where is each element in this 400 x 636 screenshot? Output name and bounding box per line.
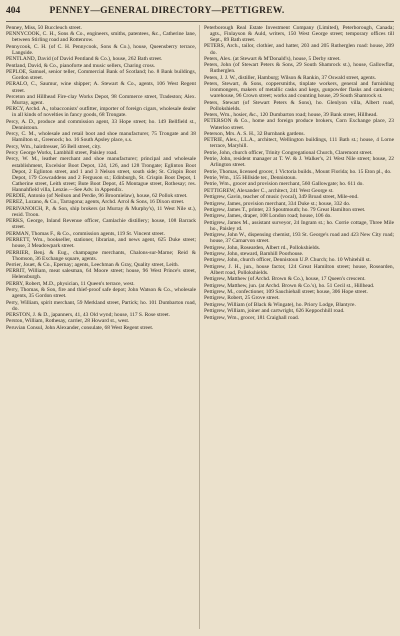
directory-entry: PERIVANOICH, P., & Son, ship brokers (at Murray & Murphy's), 11 West Nile st.), resid. Troon.: [6, 205, 196, 218]
directory-entry: PETRIE, Alex., LL.A., architect, Wellington buildings, 111 Bath st.; house, 4 Lorne terrace, Maryhill.: [204, 137, 394, 150]
directory-entry: PERDIE, Antonio (of Neilson and Perdie, 96 Broomielaw), house, 62 Pollok street.: [6, 193, 188, 200]
directory-entry: Pettigrew, M., confectioner, 109 Sauchiehall street; house, 306 Hope street.: [204, 288, 368, 295]
directory-entry: Perrier, Jouet, & Co., Epernay; agents, Leechman & Gray, Quality street, Leith.: [6, 262, 179, 268]
directory-entry: Peterborough Real Estate Investment Company (Limited), Peterborough, Canada; agts., Finlayson & Auld, writers, 150 West George street; temporary offices till Sept., 89 Bath street.: [204, 25, 394, 44]
right-column: [204, 25, 394, 631]
directory-entry: Percy George Works, Lambhill street, Paisley road.: [6, 150, 118, 157]
directory-entry: Percy, A. D., produce and commission agent, 33 Hope street; ho. 149 Bellfield st., Dennistoun.: [6, 118, 196, 131]
directory-entry: Pettigrew, John W., dispensing chemist, 193 St. George's road and 423 New City road; house, 37 Carnarvon street.: [204, 232, 394, 245]
directory-entry: Pettigrew, Matthew (of Archd. Brown & Co.), house, 17 Queen's crescent.: [204, 276, 366, 283]
left-column: [6, 25, 196, 631]
directory-entry: PETERS, Arch., tailor, clothier, and hatter, 203 and 205 Rutherglen road: house, 209 do.: [204, 43, 394, 56]
directory-entry: PENNYCOOK, C. H., Sons & Co., engineers, smiths, patentees, &c., Catherine lane, between Stirling road and Rottenrow.: [6, 31, 196, 44]
directory-entry: Pettigrew, John, Rosearden, Albert rd., Pollokshields.: [204, 244, 321, 251]
directory-entry: Pettigrew, James M., assistant surveyor, 24 Ingram st.; ho. Corrie cottage, Three Mile ho., Paisley rd.: [204, 219, 394, 232]
directory-entry: Perry, William, spirit merchant, 59 Merkland street, Partick; ho. 101 Dumbarton road, do.: [6, 299, 196, 312]
directory-entry: Percy, C. M., wholesale and retail boot and shoe manufacturer, 75 Trongate and 38 Hamilton st., Greenock; ho. 16 South Apsley place, s.s.: [6, 131, 196, 144]
directory-entry: Peters, Stewart (of Stewart Peters & Sons), ho. Glenlyon villa, Albert road, Pollokshields.: [204, 99, 394, 112]
directory-entry: Pettigrew, James, provision merchant, 334 Duke st.; house, 332 do.: [204, 200, 351, 207]
directory-entry: PERRIT, William, meat salesman, 64 Moore street; house, 96 West Prince's street, Helensburgh.: [6, 268, 196, 281]
directory-entry: PETTIGREW, Alexander C., architect, 241 West George st.: [204, 187, 334, 194]
directory-entry: Peters, John (of Stewart Peters & Sons, 29 South Shamrock st.), house, Gallowflat, Rutherglen.: [204, 62, 394, 75]
column-divider: [199, 25, 200, 629]
directory-entry: PERRETT, Wm., bookseller, stationer, librarian, and news agent, 625 Duke street; house, 3 Meadowpark street.: [6, 237, 196, 250]
directory-entry: Pettigrew, J. H., jun., house factor, 124 Great Hamilton street; house, Rosearden, Albert road, Pollokshields.: [204, 263, 394, 276]
directory-entry: Percy, Wm., hairdresser, 56 Bell street, city.: [6, 143, 102, 150]
directory-entry: Peters, Stewart, & Sons, coppersmiths, tinplate workers, general and furnishing ironmongers, makers of metallic casks and kegs, gunpowder flasks and canisters; warehouse, 96 Crown street; works and counting house, 29 South Shamrock st.: [204, 81, 394, 100]
directory-entry: PEREZ, Lozano, & Co., Tarragona; agents, Archd. Arrol & Sons, 16 Dixon street.: [6, 199, 185, 206]
directory-entry: PERSTON, J. & D., japanners, 41, 43 Old wynd; house, 117 S. Rose street.: [6, 312, 171, 319]
directory-entry: Perceton and Hillhead Fire-clay Works Depot, 98 Commerce street, Tradeston; Alex. Murray, agent.: [6, 93, 196, 106]
directory-entry: Petrie, John, church officer, Trinity Congregational Church, Claremont street.: [204, 149, 373, 156]
directory-entry: PERRIER, Benj. & Eug., champagne merchants, Chalons-sur-Marne; Reid & Thomson, 36 Exchange square, agents.: [6, 249, 196, 262]
directory-entry: PERRY, Robert, M.D., physician, 11 Queen's terrace, west.: [6, 280, 135, 287]
directory-entry: Perston, William, Rothesay, carrier, 28 Howard st., west.: [6, 318, 130, 325]
directory-entry: Pettigrew, Robert, 25 Grove street.: [204, 295, 280, 302]
directory-entry: PEPLOE, Samuel, senior teller, Commercial Bank of Scotland; ho. 8 Bank buildings, Gordon street.: [6, 69, 196, 82]
page-header: [6, 6, 394, 20]
directory-entry: Pennycook, C. H. (of C. H. Pennycook, Sons & Co.), house, Queensberry terrace, Langside.: [6, 43, 196, 56]
directory-entry: Peruvian Consul, John Alexander, consulate, 68 West Regent street.: [6, 324, 154, 331]
directory-entry: Perry, Thomas, & Son, fire and thief-proof safe depot; John Watson & Co., wholesale agents, 35 Gordon street.: [6, 287, 196, 300]
directory-entry: Percy, W. M., leather merchant and shoe manufacturer; principal and wholesale establishment, Excelsior Boot Depot, 124, 126, and 128 Trongate; Eglinton Boot Depot, 2 Eglinton street, and 1 and 3 Nelson street, south side; St. Crispin Boot Depot, 179 Cowcaddens and 2 Ferguson st.; Edinburgh, St. Crispin Boot Depot, 1 Catherine street, Leith street; Bute Boot Depot, 45 Montague street, Rothesay; res. Hannahfield villa, Lenzie.—See Adv. in Appendix.: [6, 156, 196, 193]
directory-entry: Peterson, Mrs. A. S. H., 32 Burnbank gardens.: [204, 130, 305, 137]
directory-entry: Pettigrew, John, church officer, Dennistoun U.P. Church; ho. 10 Whitehill st.: [204, 257, 371, 264]
directory-entry: Petrie, John, resident manager at T. W. & J. Walker's, 21 West Nile street; house, 22 Arlington street.: [204, 156, 394, 169]
directory-entry: PERCY, Archd. A., tobacconists' outfitter, importer of foreign cigars, wholesale dealer in all kinds of novelties in fancy goods, 68 Trongate.: [6, 106, 196, 119]
directory-entry: Petrie, Wm., 155 Hillside ter., Dennistoun.: [204, 174, 297, 181]
directory-entry: Petrie, Wm., grocer and provision merchant, 560 Gallowgate; ho. 611 do.: [204, 181, 364, 188]
page-number: 404: [6, 6, 21, 16]
directory-entry: PENTLAND, David (of David Pentland & Co.), house, 262 Bath street.: [6, 56, 163, 63]
directory-entry: PERMAN, Thomas F., & Co., commission agents, 119 St. Vincent street.: [6, 230, 165, 237]
directory-entry: Pettigrew, Wm., grocer, 181 Craighall road.: [204, 314, 300, 321]
directory-entry: Pettigrew, Matthew, jun. (at Archd. Brown & Co.'s), ho. 51 Cecil st., Hillhead.: [204, 282, 375, 289]
directory-entry: PETERSON & Co., home and foreign produce brokers, Corn Exchange place, 23 Waterloo street.: [204, 118, 394, 131]
directory-entry: Penney, Miss, 50 Buccleuch street.: [6, 25, 82, 31]
directory-entry: Peters, J. J. W., distiller, Hamburg; Wilson & Rankin, 37 Oswald street, agents.: [204, 74, 376, 81]
directory-entry: Pettigrew, James, draper, 108 London road; house, 106 do.: [204, 213, 332, 220]
directory-entry: Petrie, Thomas, licensed grocer, 1 Victoria builds., Mount Florida; ho. 15 Eton pl., do.: [204, 168, 392, 175]
directory-entry: Pettigrew, William, joiner and cartwright, 626 Keppochhill road.: [204, 308, 345, 315]
running-title: PENNEY—GENERAL DIRECTORY—PETTIGREW.: [49, 6, 285, 16]
directory-entry: PERALO, C., Saumur, wine shipper; A. Stewart & Co., agents, 106 West Regent street.: [6, 81, 196, 94]
directory-entry: Pettigrew, William (of Black & Wingate), ho. Priory Lodge, Blantyre.: [204, 301, 356, 308]
directory-entry: Peters, Wm., hosier, &c., 120 Dumbarton road; house, 39 Bank street, Hillhead.: [204, 112, 378, 119]
header-rule: [6, 21, 394, 22]
directory-entry: Pettigrew, Gavin, teacher of music (vocal), 349 Broad street, Mile-end.: [204, 194, 359, 201]
directory-entry: Pentland, David, & Co., pianoforte and music sellers, Charing cross.: [6, 62, 156, 69]
directory-entry: Pettigrew, John, steward, Barnhill Poorhouse.: [204, 250, 304, 257]
directory-entry: PERKS, George, Inland Revenue officer, Camlachie distillery; house, 108 Barrack street.: [6, 218, 196, 231]
directory-entry: Peters, Alex. (at Stewart & M'Donald's), house, 5 Derby street.: [204, 55, 341, 62]
directory-entry: Pettigrew, James T., printer, 23 Spoutmouth; ho. 79 Great Hamilton street.: [204, 206, 366, 213]
